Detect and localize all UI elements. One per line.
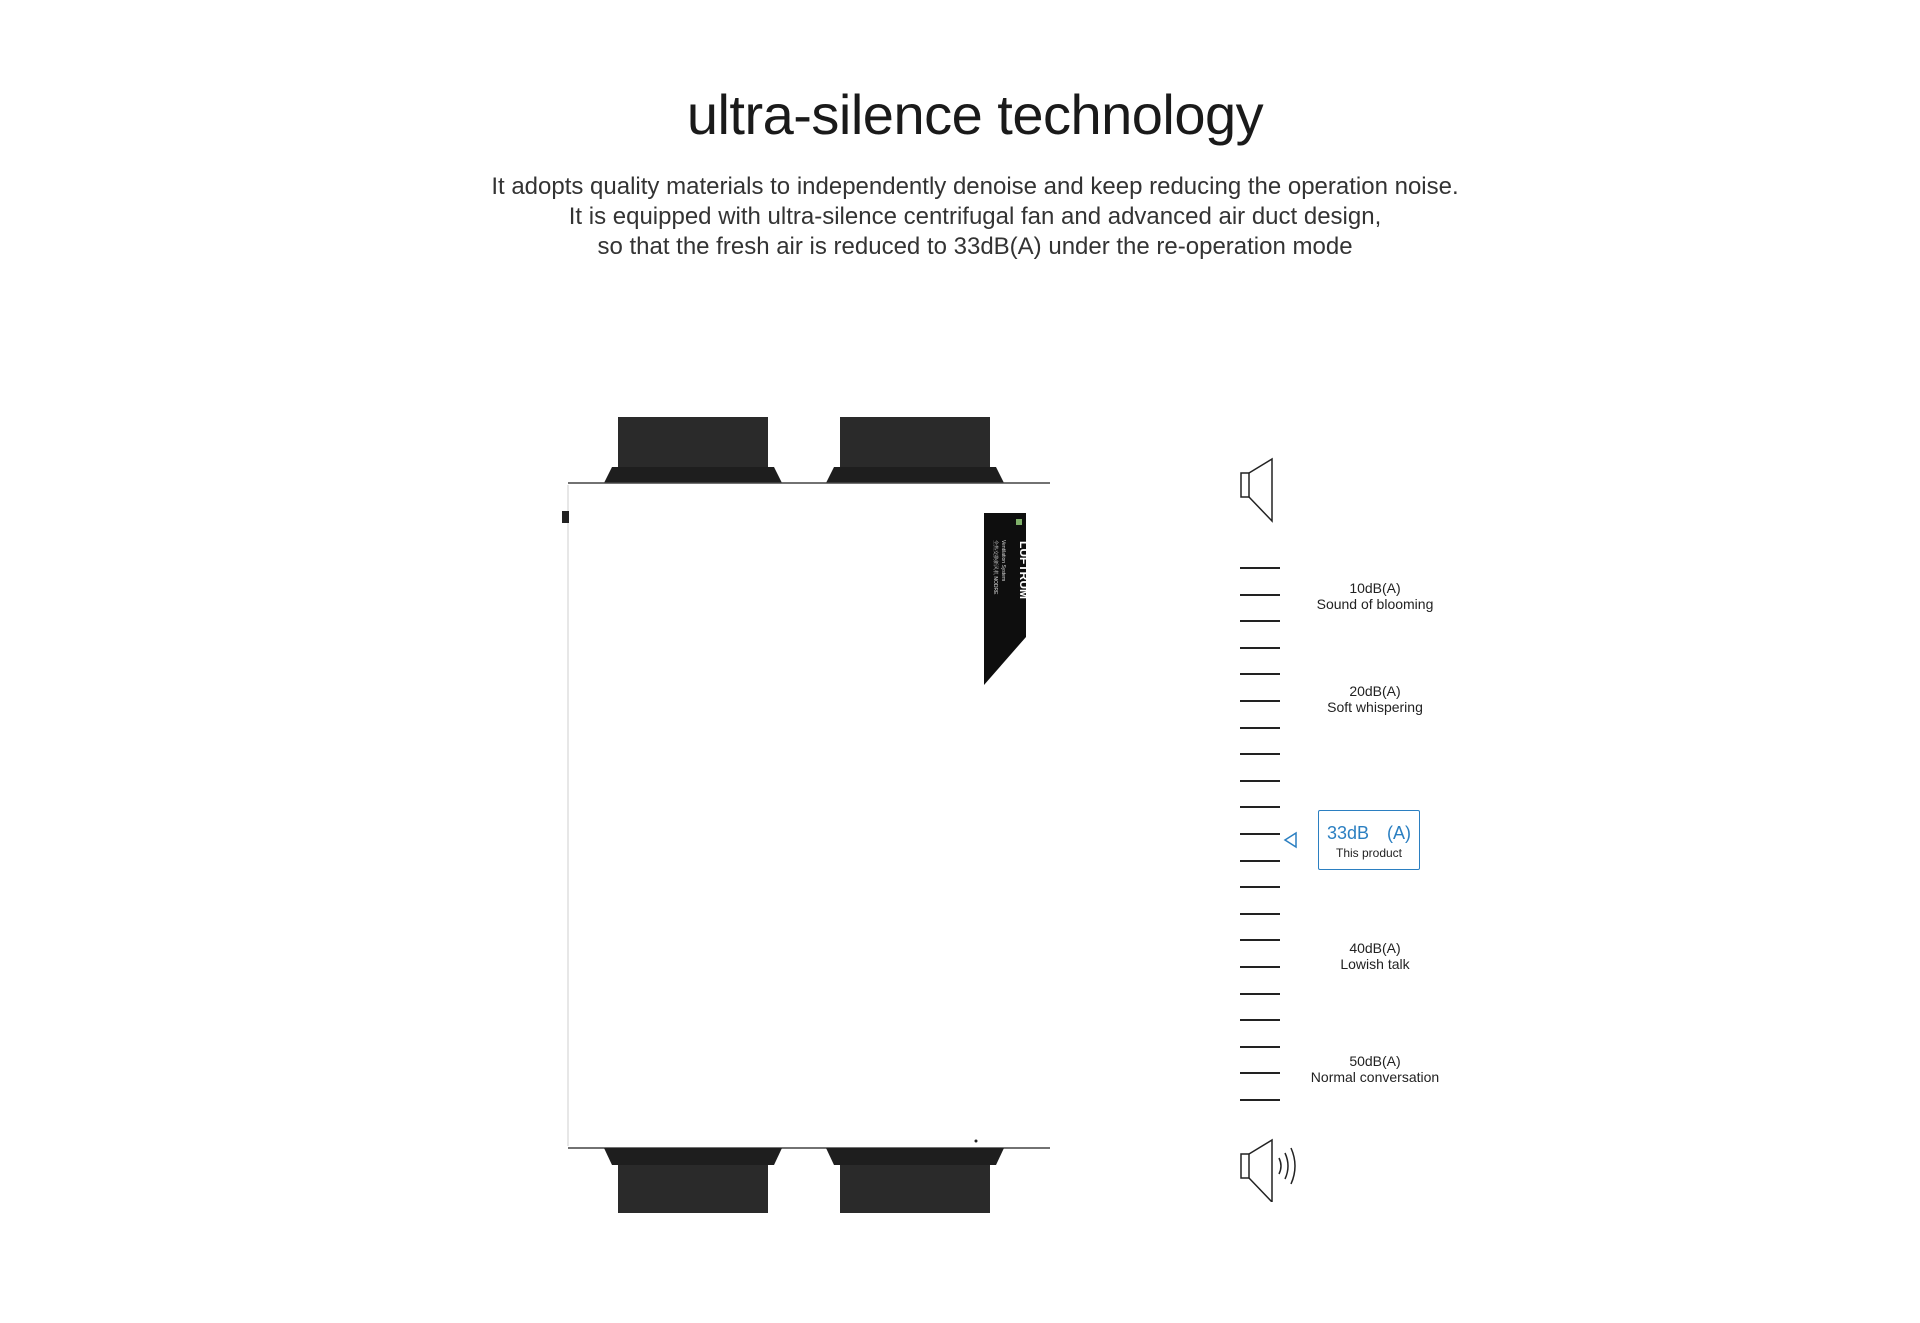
scale-level-value: 40dB(A) — [1349, 940, 1401, 956]
description-line-3: so that the fresh air is reduced to 33dB(A) under the re-operation mode — [597, 233, 1353, 260]
scale-level-value: 50dB(A) — [1349, 1053, 1401, 1069]
scale-tick — [1240, 673, 1280, 675]
top-duct-left — [604, 417, 782, 483]
scale-tick — [1240, 913, 1280, 915]
scale-tick — [1240, 833, 1280, 835]
scale-tick — [1240, 886, 1280, 888]
scale-tick — [1240, 567, 1280, 569]
scale-level-description: Soft whispering — [1327, 699, 1423, 715]
scale-tick — [1240, 753, 1280, 755]
scale-level-description: Lowish talk — [1340, 956, 1410, 972]
scale-tick — [1240, 1019, 1280, 1021]
scale-level-label — [1230, 683, 1520, 715]
top-duct-right — [826, 417, 1004, 483]
scale-tick — [1240, 1099, 1280, 1101]
scale-tick — [1240, 1046, 1280, 1048]
pointer-triangle-icon — [1282, 831, 1300, 849]
scale-tick — [1240, 806, 1280, 808]
product-noise-value: 33dB (A) — [1326, 823, 1412, 843]
product-noise-badge — [1318, 810, 1420, 870]
scale-tick — [1240, 993, 1280, 995]
label-model: 全热交换新风机 NODRE — [992, 540, 998, 595]
bottom-duct-left — [604, 1148, 782, 1213]
brand-name: LUFTRUM — [1017, 541, 1031, 599]
scale-level-value: 20dB(A) — [1349, 683, 1401, 699]
scale-level-label — [1230, 940, 1520, 972]
bottom-duct-right — [826, 1148, 1004, 1213]
scale-level-label — [1230, 1053, 1520, 1085]
scale-tick — [1240, 727, 1280, 729]
scale-tick — [1240, 860, 1280, 862]
scale-level-description: Sound of blooming — [1316, 596, 1434, 612]
description-line-1: It adopts quality materials to independently denoise and keep reducing the operation noise. — [491, 173, 1459, 200]
description — [0, 172, 1920, 262]
speaker-loud-icon — [1230, 1132, 1310, 1202]
label-subtitle: Ventilation System — [1000, 540, 1006, 582]
scale-level-value: 10dB(A) — [1349, 580, 1401, 596]
product-noise-caption: This product — [1335, 846, 1403, 860]
scale-tick — [1240, 620, 1280, 622]
description-line-2: It is equipped with ultra-silence centrifugal fan and advanced air duct design, — [568, 203, 1382, 230]
scale-tick — [1240, 647, 1280, 649]
scale-tick — [1240, 780, 1280, 782]
page-title: ultra-silence technology — [686, 83, 1264, 146]
scale-level-description: Normal conversation — [1310, 1069, 1440, 1085]
scale-level-label — [1230, 580, 1520, 612]
unit-body — [568, 483, 1050, 1148]
ventilation-unit-image — [550, 415, 1050, 1215]
